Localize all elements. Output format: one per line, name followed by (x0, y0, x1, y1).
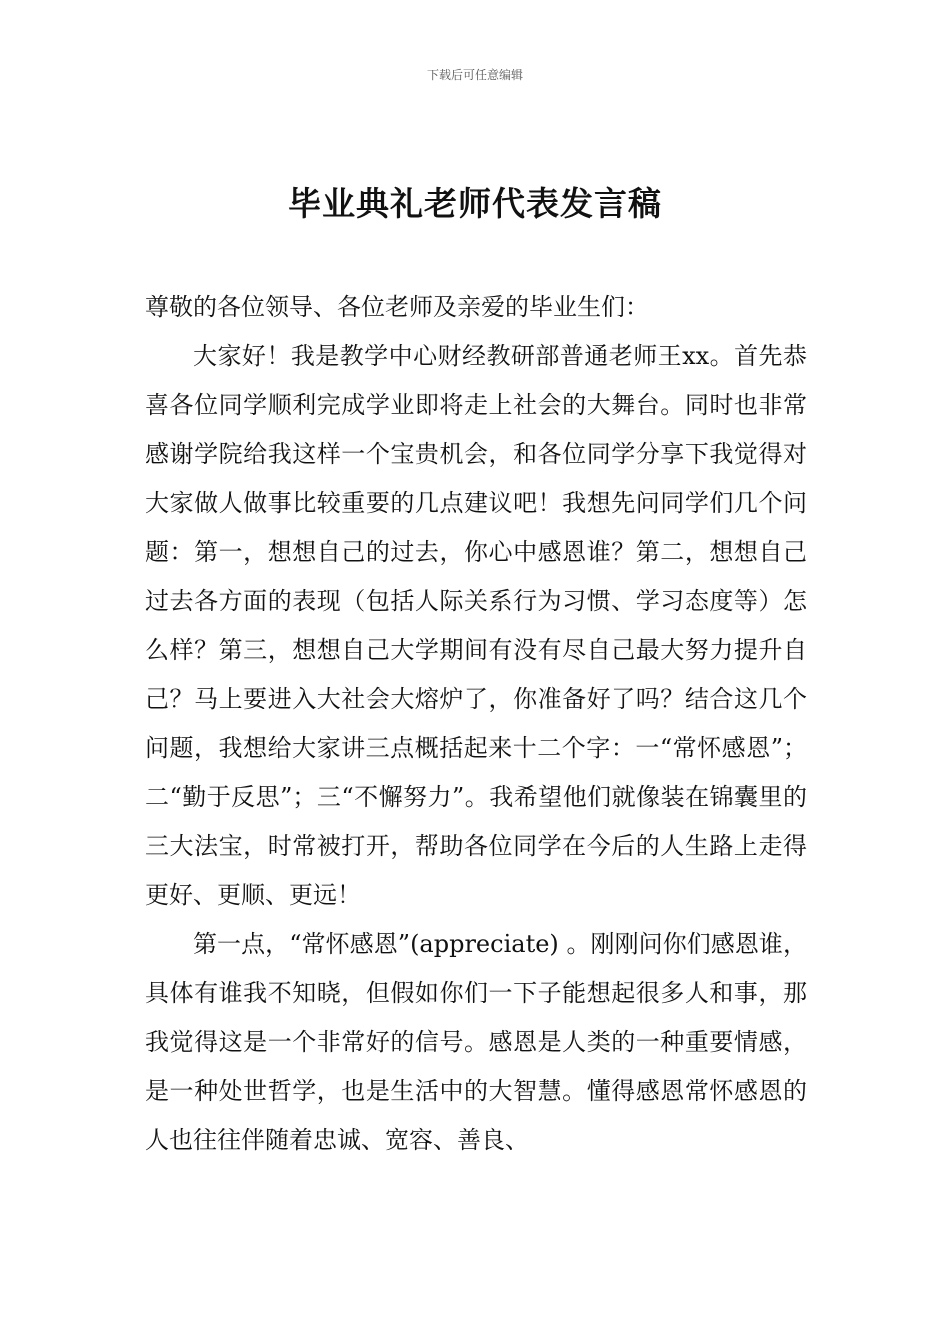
paragraph-2: 第一点，“常怀感恩”(appreciate) 。刚刚问你们感恩谁，具体有谁我不知晓，但假如你们一下子能想起很多人和事，那我觉得这是一个非常好的信号。感恩是人类的一种重要情感，是一种处世哲学，也是生活中的大智慧。懂得感恩常怀感恩的人也往往伴随着忠诚、宽容、善良、 (145, 930, 807, 1154)
salutation: 尊敬的各位领导、各位老师及亲爱的毕业生们： (145, 293, 649, 321)
header-note: 下载后可任意编辑 (426, 68, 523, 82)
paragraph-1: 大家好！我是教学中心财经教研部普通老师王xx。首先恭喜各位同学顺利完成学业即将走上社会的大舞台。同时也非常感谢学院给我这样一个宝贵机会，和各位同学分享下我觉得对大家做人做事比较重要的几点建议吧！我想先问同学们几个问题：第一，想想自己的过去，你心中感恩谁？第二，想想自己过去各方面的表现（包括人际关系行为习惯、学习态度等）怎么样？第三，想想自己大学期间有没有尽自己最大努力提升自己？马上要进入大社会大熔炉了，你准备好了吗？结合这几个问题，我想给大家讲三点概括起来十二个字：一“常怀感恩”；二“勤于反思”；三“不懈努力”。我希望他们就像装在锦囊里的三大法宝，时常被打开，帮助各位同学在今后的人生路上走得更好、更顺、更远！ (145, 342, 807, 909)
document-title: 毕业典礼老师代表发言稿 (288, 184, 662, 223)
document-body (145, 283, 807, 1165)
